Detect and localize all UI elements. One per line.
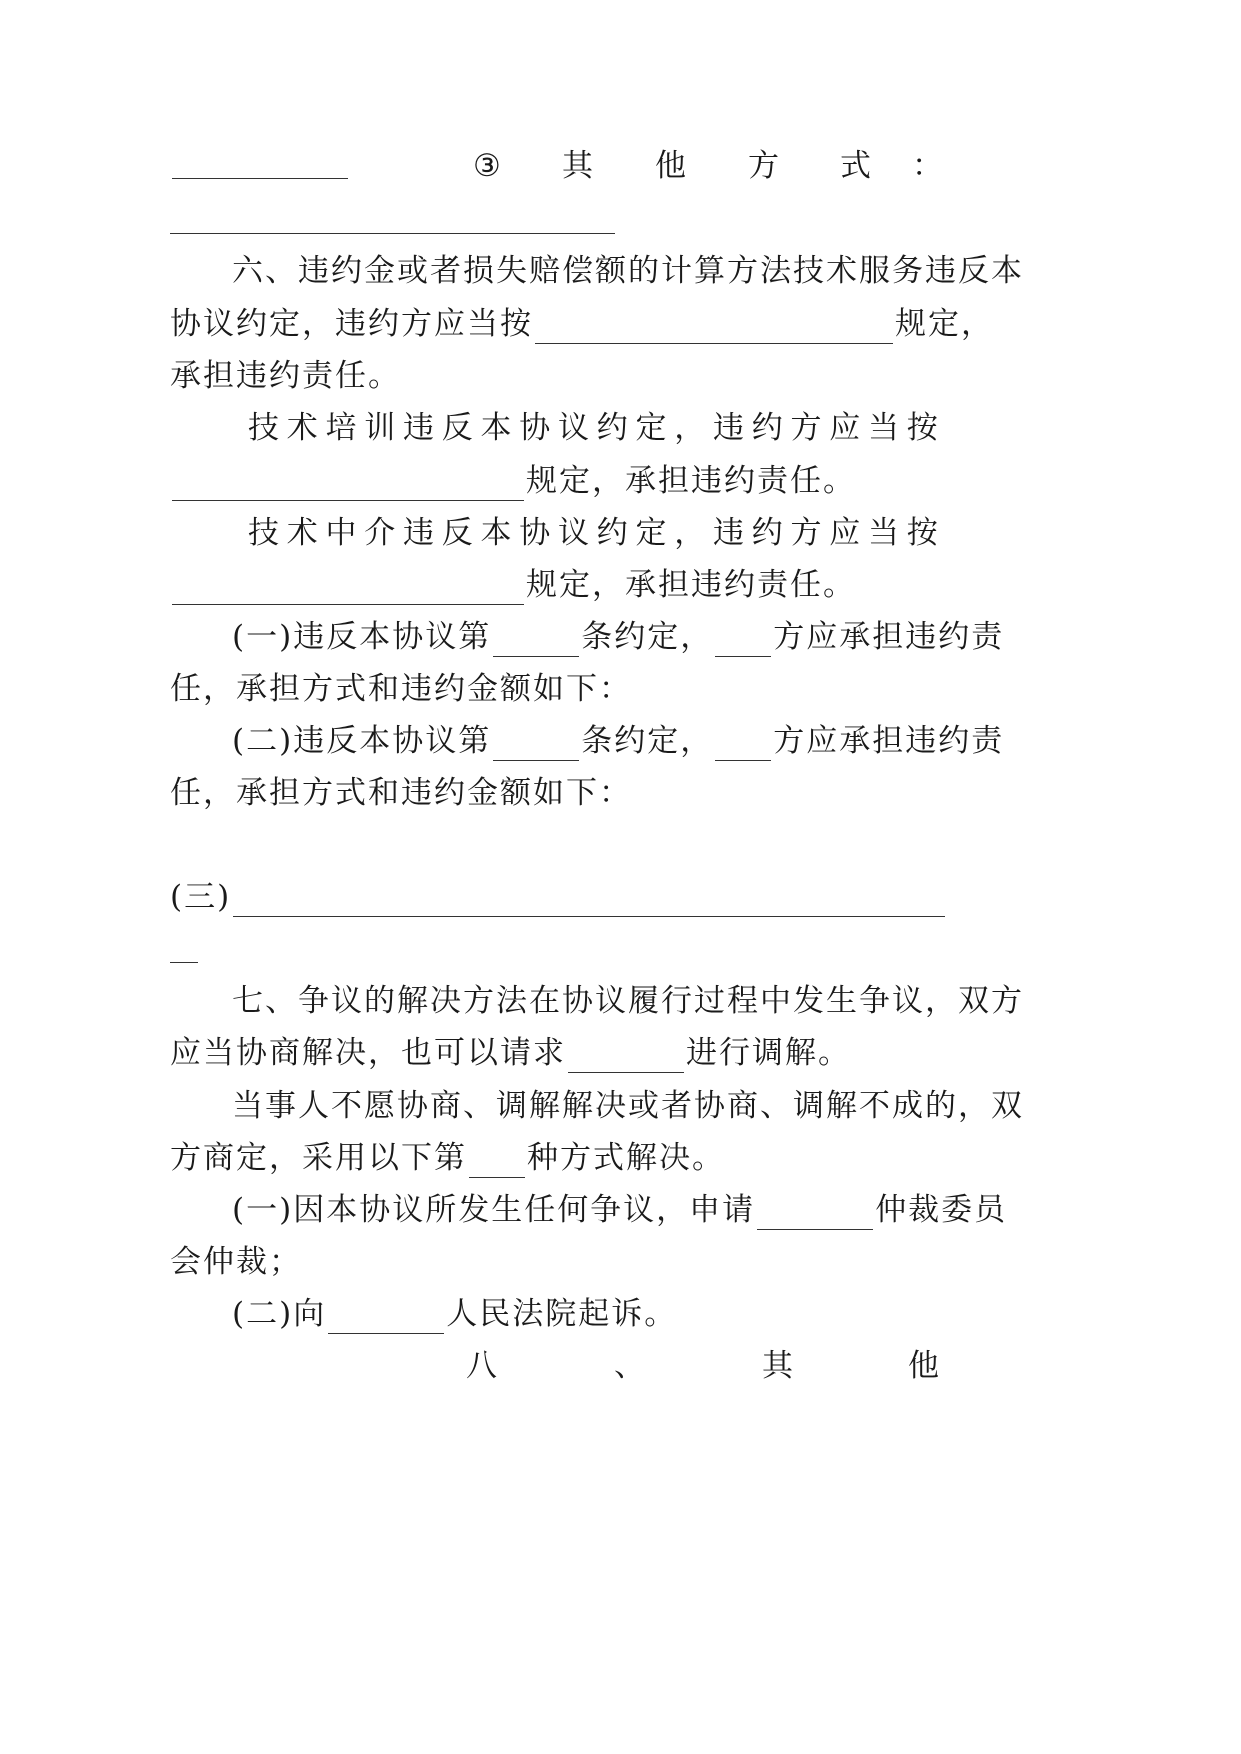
- agency-clause: [248, 513, 940, 553]
- char: 约: [751, 410, 785, 446]
- section-8-heading: [0, 1346, 1241, 1386]
- section-6-heading: 六、违约金或者损失赔偿额的计算方法技术服务违反本: [232, 253, 1024, 289]
- section-6-line-3: 承担违约责任。: [170, 358, 401, 394]
- char: 中: [325, 515, 359, 551]
- text: 仲裁委员: [875, 1192, 1008, 1228]
- char: 应: [829, 515, 863, 551]
- text: (一)因本协议所发生任何争议，申请: [232, 1192, 756, 1228]
- court-blank[interactable]: [328, 1303, 444, 1334]
- fill-blank[interactable]: [170, 962, 198, 963]
- char: 议: [558, 515, 591, 551]
- party-blank[interactable]: [715, 730, 771, 761]
- agency-clause-cont: [170, 565, 856, 605]
- circled-three-marker: ③: [473, 148, 503, 184]
- dispute-option-1-cont: 会仲裁；: [170, 1244, 302, 1280]
- party-blank[interactable]: [715, 626, 771, 657]
- text: 方应承担违约责: [773, 723, 1005, 759]
- char: 他: [908, 1348, 941, 1384]
- char: 技: [248, 410, 281, 446]
- char: 式: [840, 148, 873, 184]
- text: 应当协商解决，也可以请求: [170, 1035, 566, 1071]
- char: 定: [635, 410, 669, 446]
- char: 当: [868, 410, 901, 446]
- char: 其: [562, 148, 595, 184]
- text: (二)违反本协议第: [232, 723, 492, 759]
- char: 定: [635, 515, 669, 551]
- section-7-para-2: 当事人不愿协商、调解解决或者协商、调解不成的，双: [232, 1088, 1024, 1124]
- breach-item-3: [170, 877, 947, 917]
- char: 约: [751, 515, 785, 551]
- char: 违: [713, 515, 746, 551]
- char: 方: [790, 515, 824, 551]
- colon: ：: [912, 148, 945, 184]
- text: 方商定，采用以下第: [170, 1140, 467, 1176]
- char: 议: [558, 410, 591, 446]
- char: 按: [906, 410, 940, 446]
- text: (二)向: [232, 1296, 327, 1332]
- text: 种方式解决。: [527, 1140, 725, 1176]
- char: 协: [519, 515, 553, 551]
- char: 本: [480, 410, 514, 446]
- breach-item-1-cont: 任，承担方式和违约金额如下：: [170, 671, 632, 707]
- fill-blank[interactable]: [233, 886, 945, 917]
- text: 人民法院起诉。: [446, 1296, 678, 1332]
- text: 规定，: [895, 306, 994, 342]
- char: 本: [480, 515, 514, 551]
- char: 方: [790, 410, 824, 446]
- section-6-line-2: [170, 304, 994, 344]
- char: 介: [364, 515, 398, 551]
- char: ，: [674, 515, 708, 551]
- text: (三): [170, 879, 232, 915]
- char: 约: [596, 410, 630, 446]
- breach-item-2-cont: 任，承担方式和违约金额如下：: [170, 775, 632, 811]
- section-7-heading: 七、争议的解决方法在协议履行过程中发生争议，双方: [232, 983, 1024, 1019]
- char: 训: [364, 410, 398, 446]
- char: 违: [403, 515, 436, 551]
- char: 他: [655, 148, 688, 184]
- char: 协: [519, 410, 553, 446]
- char: 约: [596, 515, 630, 551]
- char: 八: [466, 1348, 499, 1384]
- char: 当: [868, 515, 901, 551]
- text: 规定，承担违约责任。: [526, 567, 856, 603]
- training-clause: [248, 408, 940, 448]
- char: 培: [325, 410, 359, 446]
- char: 技: [248, 515, 281, 551]
- char: 应: [829, 410, 863, 446]
- text: 方应承担违约责: [773, 619, 1005, 655]
- breach-item-1: [232, 617, 1004, 657]
- training-clause-cont: [170, 461, 856, 501]
- text: 条约定，: [581, 619, 714, 655]
- text: 条约定，: [581, 723, 714, 759]
- option-number-blank[interactable]: [469, 1147, 525, 1178]
- mediator-blank[interactable]: [568, 1042, 684, 1073]
- text: 协议约定，违约方应当按: [170, 306, 533, 342]
- char: 反: [441, 410, 475, 446]
- fill-blank[interactable]: [172, 574, 524, 605]
- article-number-blank[interactable]: [493, 730, 579, 761]
- section-7-line-2: [170, 1033, 851, 1073]
- char: 违: [713, 410, 746, 446]
- fill-blank[interactable]: [172, 148, 348, 179]
- char: 按: [906, 515, 940, 551]
- text: 规定，承担违约责任。: [526, 463, 856, 499]
- char: 术: [286, 410, 320, 446]
- char: ，: [674, 410, 708, 446]
- char: 违: [403, 410, 436, 446]
- fill-blank[interactable]: [172, 470, 524, 501]
- char: 方: [748, 148, 781, 184]
- char: 其: [762, 1348, 795, 1384]
- breach-item-2: [232, 721, 1004, 761]
- text: 进行调解。: [686, 1035, 851, 1071]
- char: 、: [614, 1348, 647, 1384]
- char: 术: [286, 515, 320, 551]
- arbitration-body-blank[interactable]: [757, 1199, 873, 1230]
- fill-blank[interactable]: [170, 233, 615, 234]
- text: (一)违反本协议第: [232, 619, 492, 655]
- char: 反: [441, 515, 475, 551]
- other-method-line: [170, 146, 945, 186]
- dispute-option-1: [232, 1190, 1007, 1230]
- section-7-para-2-cont: [170, 1138, 725, 1178]
- dispute-option-2: [232, 1294, 677, 1334]
- fill-blank[interactable]: [535, 313, 893, 344]
- article-number-blank[interactable]: [493, 626, 579, 657]
